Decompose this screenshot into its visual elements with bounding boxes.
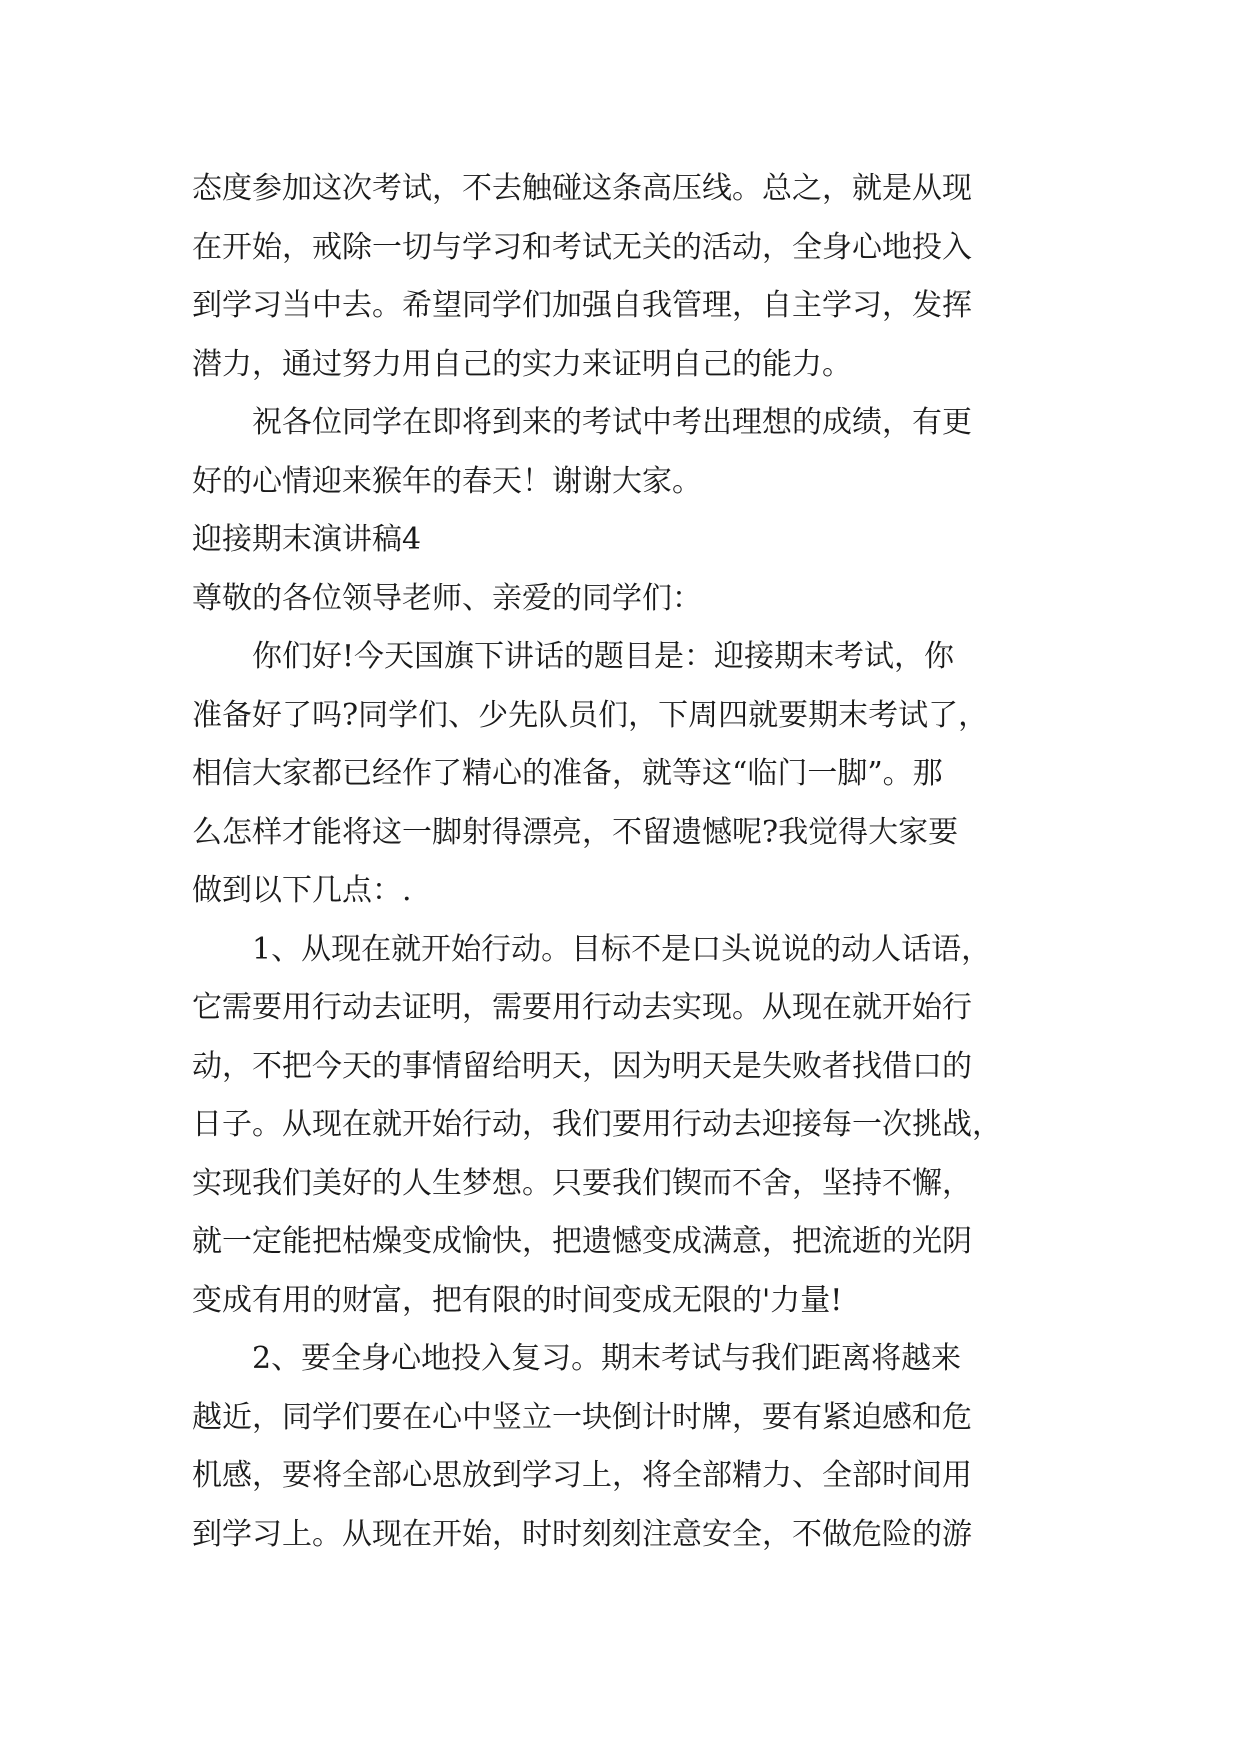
text-line: 动，不把今天的事情留给明天，因为明天是失败者找借口的 [192,1048,972,1084]
text-line: 祝各位同学在即将到来的考试中考出理想的成绩，有更 [252,405,972,440]
text-line: 做到以下几点：. [192,873,412,908]
text-line: 日子。从现在就开始行动，我们要用行动去迎接每一次挑战， [192,1107,1002,1142]
document-body [192,160,1062,1564]
text-line: 好的心情迎来猴年的春天！谢谢大家。 [192,463,702,499]
text-line: 你们好!今天国旗下讲话的题目是：迎接期末考试，你 [252,639,955,674]
text-line: 相信大家都已经作了精心的准备，就等这“临门一脚”。那 [192,756,943,791]
text-line: 到学习上。从现在开始，时时刻刻注意安全，不做危险的游 [192,1516,972,1552]
text-line: 实现我们美好的人生梦想。只要我们锲而不舍，坚持不懈， [192,1165,972,1201]
text-line: 到学习当中去。希望同学们加强自我管理，自主学习，发挥 [192,288,972,323]
section-title: 迎接期末演讲稿4 [192,522,422,557]
text-line: 变成有用的财富，把有限的时间变成无限的'力量! [192,1282,843,1318]
text-line: 机感，要将全部心思放到学习上，将全部精力、全部时间用 [192,1458,972,1493]
text-line: 越近，同学们要在心中竖立一块倒计时牌，要有紧迫感和危 [192,1399,972,1435]
text-line: 2、要全身心地投入复习。期末考试与我们距离将越来 [252,1341,962,1376]
text-line: 么怎样才能将这一脚射得漂亮，不留遗憾呢?我觉得大家要 [192,814,959,850]
paragraph-greeting [192,628,1062,921]
salutation: 尊敬的各位领导老师、亲爱的同学们： [192,580,702,616]
text-line: 准备好了吗?同学们、少先队员们，下周四就要期末考试了， [192,697,989,733]
text-line: 在开始，戒除一切与学习和考试无关的活动，全身心地投入 [192,229,972,265]
text-line: 它需要用行动去证明，需要用行动去实现。从现在就开始行 [192,990,972,1025]
paragraph-intro [192,160,1062,394]
paragraph-point-1 [192,921,1062,1331]
text-line: 态度参加这次考试，不去触碰这条高压线。总之，就是从现 [192,171,972,206]
text-line: 就一定能把枯燥变成愉快，把遗憾变成满意，把流逝的光阴 [192,1224,972,1259]
paragraph-wish [192,394,1062,511]
paragraph-point-2 [192,1330,1062,1564]
text-line: 潜力，通过努力用自己的实力来证明自己的能力。 [192,346,852,382]
text-line: 1、从现在就开始行动。目标不是口头说说的动人话语， [252,931,992,967]
